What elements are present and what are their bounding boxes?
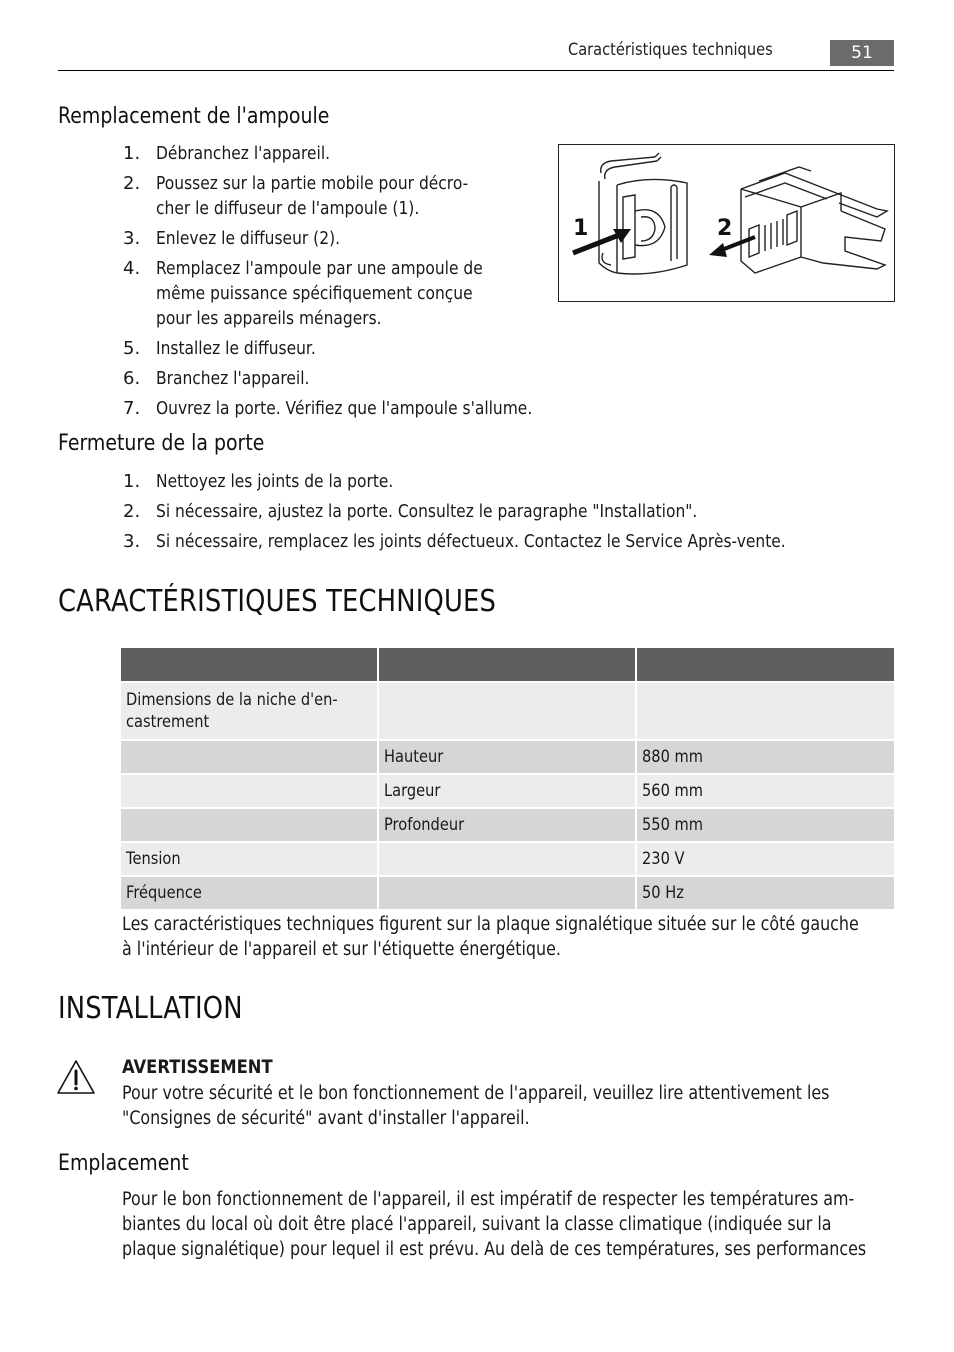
table-cell: Dimensions de la niche d'en- castrement xyxy=(121,683,379,741)
ampoule-step: 4. Remplacez l'ampoule par une ampoule de même puissance spécifiquement conçue pour les appareils ménagers. xyxy=(123,258,483,329)
table-row xyxy=(121,683,894,741)
table-cell xyxy=(121,741,379,775)
porte-step: 3. Si nécessaire, remplacez les joints défectueux. Contactez le Service Après-vente. xyxy=(123,531,786,552)
ampoule-step: 1. Débranchez l'appareil. xyxy=(123,143,331,164)
ampoule-steps xyxy=(58,141,594,426)
ampoule-step: 5. Installez le diffuseur. xyxy=(123,338,316,359)
ampoule-step: 2. Poussez sur la partie mobile pour décro- cher le diffuseur de l'ampoule (1). xyxy=(123,173,469,219)
ampoule-step: 3. Enlevez le diffuseur (2). xyxy=(123,228,341,249)
table-row xyxy=(121,877,894,911)
table-cell xyxy=(379,683,637,741)
spec-table-header-cell xyxy=(379,648,637,683)
table-cell: 230 V xyxy=(637,843,894,877)
page-number: 51 xyxy=(830,40,894,66)
table-cell xyxy=(379,843,637,877)
table-row xyxy=(121,741,894,775)
table-cell xyxy=(121,809,379,843)
heading-fermeture-porte: Fermeture de la porte xyxy=(58,431,265,456)
spec-table xyxy=(121,648,894,911)
table-cell: 560 mm xyxy=(637,775,894,809)
table-row xyxy=(121,809,894,843)
warning-icon xyxy=(56,1059,96,1095)
warning-title: AVERTISSEMENT xyxy=(122,1056,273,1078)
table-cell: 880 mm xyxy=(637,741,894,775)
table-cell: Profondeur xyxy=(379,809,637,843)
table-cell: Hauteur xyxy=(379,741,637,775)
table-cell xyxy=(121,775,379,809)
table-row xyxy=(121,843,894,877)
heading-remplacement-ampoule: Remplacement de l'ampoule xyxy=(58,104,330,129)
lamp-diffuser-drawing xyxy=(559,145,894,301)
table-cell xyxy=(379,877,637,911)
heading-caracteristiques-techniques: CARACTÉRISTIQUES TECHNIQUES xyxy=(58,584,497,619)
porte-step: 2. Si nécessaire, ajustez la porte. Consultez le paragraphe "Installation". xyxy=(123,501,698,522)
lamp-diffuser-illustration xyxy=(558,144,895,302)
heading-installation: INSTALLATION xyxy=(58,991,243,1026)
spec-table-header-row xyxy=(121,648,894,683)
figure-label-1: 1 xyxy=(573,216,589,241)
header-divider xyxy=(58,70,894,71)
table-cell xyxy=(637,683,894,741)
porte-steps xyxy=(58,469,888,559)
ampoule-step: 7. Ouvrez la porte. Vérifiez que l'ampoule s'allume. xyxy=(123,398,533,419)
figure-label-2: 2 xyxy=(717,216,733,241)
heading-emplacement: Emplacement xyxy=(58,1151,189,1176)
table-cell: Largeur xyxy=(379,775,637,809)
porte-step: 1. Nettoyez les joints de la porte. xyxy=(123,471,394,492)
emplacement-paragraph: Pour le bon fonctionnement de l'appareil, il est impératif de respecter les températures am- biantes du local où doit être placé l'appareil, suivant la classe climatique (indiquée sur la plaque signalétique) pour lequel il est prévu. Au delà de ces températures, ses performances xyxy=(122,1189,867,1260)
ampoule-step: 6. Branchez l'appareil. xyxy=(123,368,310,389)
table-row xyxy=(121,775,894,809)
spec-table-header-cell xyxy=(121,648,379,683)
spec-table-header-cell xyxy=(637,648,894,683)
tech-note-paragraph: Les caractéristiques techniques figurent sur la plaque signalétique située sur le côté gauche à l'intérieur de l'appareil et sur l'étiquette énergétique. xyxy=(122,914,859,960)
table-cell: Tension xyxy=(121,843,379,877)
running-header-title: Caractéristiques techniques xyxy=(568,40,773,60)
warning-text: Pour votre sécurité et le bon fonctionnement de l'appareil, veuillez lire attentivement les "Consignes de sécurité" avant d'installer l'appareil. xyxy=(122,1083,830,1129)
table-cell: Fréquence xyxy=(121,877,379,911)
table-cell: 550 mm xyxy=(637,809,894,843)
table-cell: 50 Hz xyxy=(637,877,894,911)
